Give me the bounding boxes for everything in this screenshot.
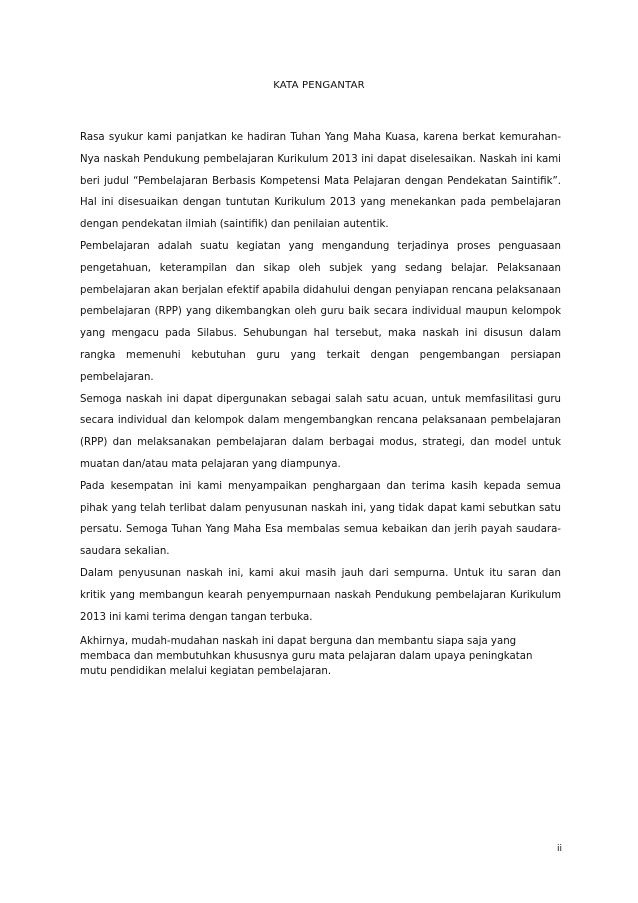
paragraph-1: Rasa syukur kami panjatkan ke hadiran Tuhan Yang Maha Kuasa, karena berkat kemurahan-Nya naskah Pendukung pembelajaran Kurikulum 2013 ini dapat diselesaikan. Naskah ini kami beri judul “Pembelajaran Berbasis Kompetensi Mata Pelajaran dengan Pendekatan Saintifik”. Hal ini disesuaikan dengan tuntutan Kurikulum 2013 yang menekankan pada pembelajaran dengan pendekatan ilmiah (saintifik) dan penilaian autentik. — [80, 132, 561, 231]
paragraph-5: Dalam penyusunan naskah ini, kami akui masih jauh dari sempurna. Untuk itu saran dan kritik yang membangun kearah penyempurnaan naskah Pendukung pembelajaran Kurikulum 2013 ini kami terima dengan tangan terbuka. — [80, 567, 561, 623]
paragraph-6: Akhirnya, mudah-mudahan naskah ini dapat berguna dan membantu siapa saja yang membaca dan membutuhkan khususnya guru mata pelajaran dalam upaya peningkatan mutu pendidikan melalui kegiatan pembelajaran. — [80, 636, 533, 678]
page-title: KATA PENGANTAR — [273, 80, 365, 91]
body-text — [80, 127, 561, 679]
page-number: ii — [556, 844, 562, 854]
paragraph-2: Pembelajaran adalah suatu kegiatan yang mengandung terjadinya proses penguasaan pengetahuan, keterampilan dan sikap oleh subjek yang sedang belajar. Pelaksanaan pembelajaran akan berjalan efektif apabila didahului dengan penyiapan rencana pelaksanaan pembelajaran (RPP) yang dikembangkan oleh guru baik secara individual maupun kelompok yang mengacu pada Silabus. Sehubungan hal tersebut, maka naskah ini disusun dalam rangka memenuhi kebutuhan guru yang terkait dengan pengembangan persiapan pembelajaran. — [80, 240, 561, 383]
paragraph-4: Pada kesempatan ini kami menyampaikan penghargaan dan terima kasih kepada semua pihak yang telah terlibat dalam penyusunan naskah ini, yang tidak dapat kami sebutkan satu persatu. Semoga Tuhan Yang Maha Esa membalas semua kebaikan dan jerih payah saudara-saudara sekalian. — [80, 480, 561, 558]
paragraph-3: Semoga naskah ini dapat dipergunakan sebagai salah satu acuan, untuk memfasilitasi guru secara individual dan kelompok dalam mengembangkan rencana pelaksanaan pembelajaran (RPP) dan melaksanakan pembelajaran dalam berbagai modus, strategi, dan model untuk muatan dan/atau mata pelajaran yang diampunya. — [80, 393, 561, 470]
